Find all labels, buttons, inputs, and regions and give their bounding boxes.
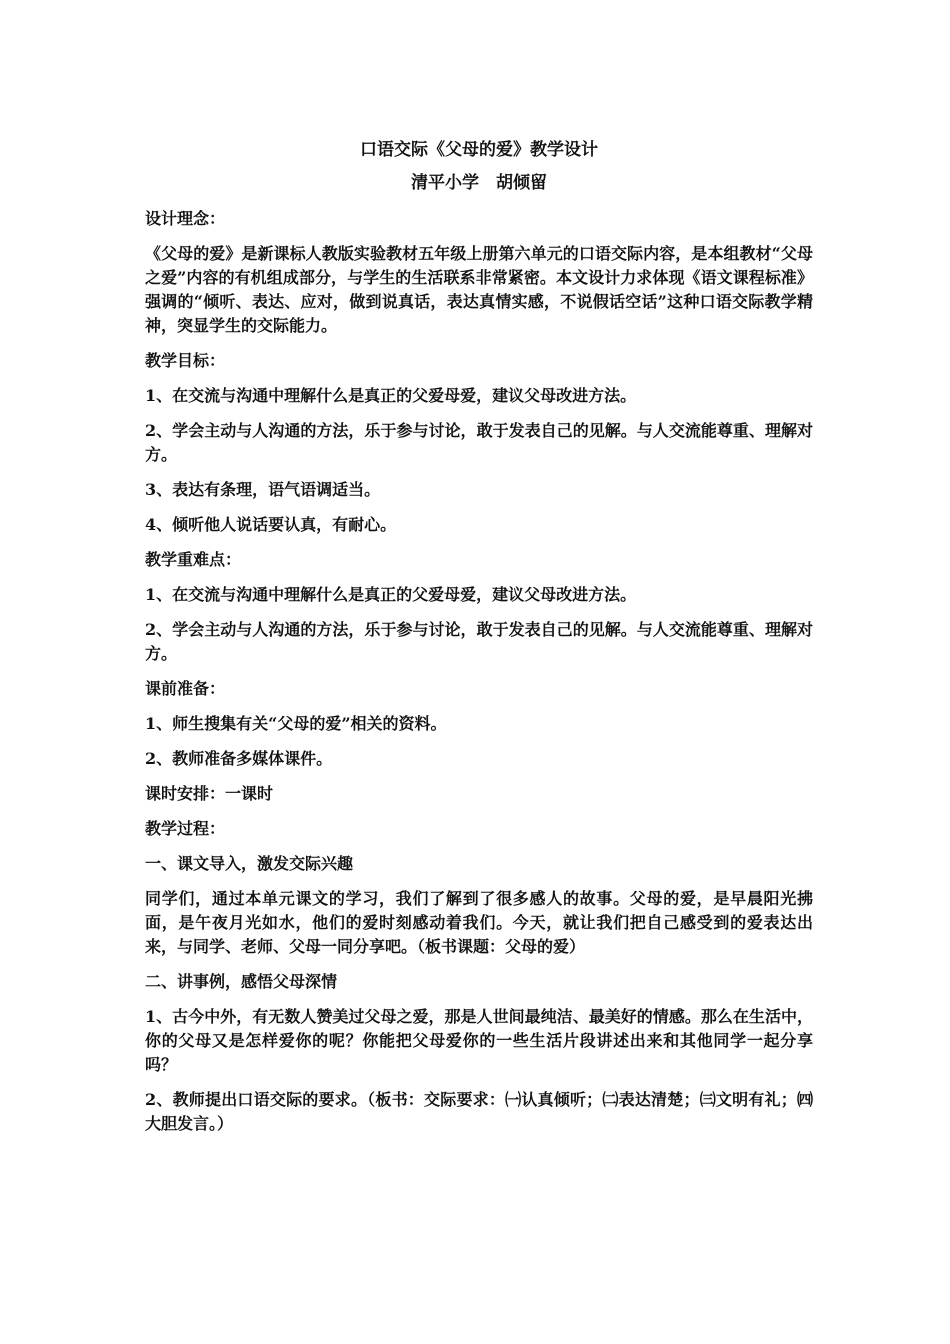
heading-key-points: 教学重难点：	[145, 550, 242, 569]
document-page	[145, 138, 813, 1147]
paragraph-design-concept: 《父母的爱》是新课标人教版实验教材五年级上册第六单元的口语交际内容，是本组教材“父母之爱”内容的有机组成部分，与学生的生活联系非常紧密。本文设计力求体现《语文课程标准》强调的“倾听、表达、应对，做到说真话，表达真情实感，不说假话空话”这种口语交际教学精神，突显学生的交际能力。	[145, 244, 813, 335]
heading-preparation: 课前准备：	[145, 679, 226, 698]
goal-item: 1、在交流与沟通中理解什么是真正的父爱母爱，建议父母改进方法。	[145, 386, 637, 405]
preparation-item: 2、教师准备多媒体课件。	[145, 749, 333, 768]
heading-design-concept: 设计理念：	[145, 209, 226, 228]
heading-teaching-goals: 教学目标：	[145, 351, 226, 370]
preparation-item: 1、师生搜集有关“父母的爱”相关的资料。	[145, 714, 447, 733]
examples-item: 2、教师提出口语交际的要求。（板书：交际要求：㈠认真倾听；㈡表达清楚；㈢文明有礼；㈣大胆发言。）	[145, 1090, 813, 1133]
examples-item: 1、古今中外，有无数人赞美过父母之爱，那是人世间最纯洁、最美好的情感。那么在生活中，你的父母又是怎样爱你的呢？你能把父母爱你的一些生活片段讲述出来和其他同学一起分享吗？	[145, 1007, 813, 1074]
goal-item: 2、学会主动与人沟通的方法，乐于参与讨论，敢于发表自己的见解。与人交流能尊重、理解对方。	[145, 421, 813, 464]
goal-item: 3、表达有条理，语气语调适当。	[145, 480, 381, 499]
paragraph-intro: 同学们，通过本单元课文的学习，我们了解到了很多感人的故事。父母的爱，是早晨阳光拂面，是午夜月光如水，他们的爱时刻感动着我们。今天，就让我们把自己感受到的爱表达出来，与同学、老师、父母一同分享吧。（板书课题：父母的爱）	[145, 889, 813, 956]
heading-teaching-process: 教学过程：	[145, 819, 226, 838]
goal-item: 4、倾听他人说话要认真，有耐心。	[145, 515, 397, 534]
key-point-item: 2、学会主动与人沟通的方法，乐于参与讨论，敢于发表自己的见解。与人交流能尊重、理解对方。	[145, 620, 813, 663]
heading-schedule: 课时安排：一课时	[145, 784, 274, 803]
key-point-item: 1、在交流与沟通中理解什么是真正的父爱母爱，建议父母改进方法。	[145, 585, 637, 604]
section-heading-examples: 二、讲事例，感悟父母深情	[145, 972, 338, 991]
document-author: 清平小学 胡倾留	[411, 173, 547, 193]
section-heading-intro: 一、课文导入，激发交际兴趣	[145, 854, 354, 873]
document-title: 口语交际《父母的爱》教学设计	[360, 140, 598, 160]
